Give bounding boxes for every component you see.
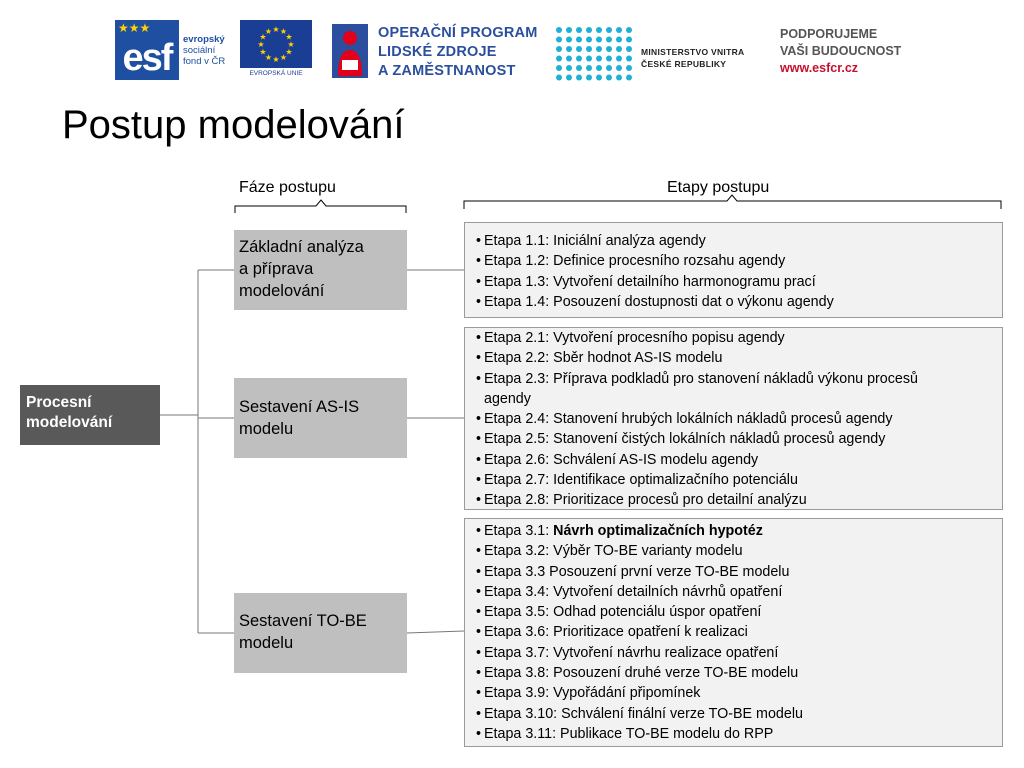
phase3-line2: modelu [239, 634, 294, 652]
phase3-line1: Sestavení TO-BE [239, 612, 367, 630]
op-line3: A ZAMĚSTNANOST [378, 63, 516, 79]
stage-item: • Etapa 3.2: Výběr TO-BE varianty modelu [476, 541, 1002, 561]
stage-item: • Etapa 1.4: Posouzení dostupnosti dat o výkonu agendy [476, 292, 1002, 312]
stage-item: • Etapa 3.11: Publikace TO-BE modelu do RPP [476, 724, 1002, 744]
phase1-line3: modelování [239, 282, 325, 300]
stage-box-2 [464, 327, 1003, 510]
stage-box-3 [464, 518, 1003, 747]
stage-item: • Etapa 2.5: Stanovení čistých lokálních nákladů procesů agendy [476, 429, 1002, 449]
stage-item: • Etapa 1.2: Definice procesního rozsahu agendy [476, 251, 1002, 271]
stage-item: • Etapa 2.4: Stanovení hrubých lokálních nákladů procesů agendy [476, 409, 1002, 429]
eu-star-icon: ★ [259, 47, 267, 57]
eu-star-icon: ★ [272, 25, 280, 34]
star-icon: ★★★ [118, 21, 151, 35]
eu-star-icon: ★ [279, 27, 288, 36]
phase-brace [235, 200, 406, 213]
stage-item: • Etapa 3.6: Prioritizace opatření k realizaci [476, 622, 1002, 642]
eu-caption: EVROPSKÁ UNIE [249, 70, 303, 77]
stage-item: • Etapa 3.10: Schválení finální verze TO-BE modelu [476, 704, 1002, 724]
eu-star-icon: ★ [259, 32, 267, 42]
phase-node-3 [234, 593, 407, 673]
phase-node-1 [234, 230, 407, 310]
stage3-connector [407, 631, 464, 633]
eu-star-icon: ★ [272, 55, 280, 64]
phase1-line1: Základní analýza [239, 238, 364, 256]
stage-item: • Etapa 3.8: Posouzení druhé verze TO-BE modelu [476, 663, 1002, 683]
eu-star-icon: ★ [285, 47, 293, 57]
root-line2: modelování [26, 414, 113, 431]
phase-header: Fáze postupu [239, 179, 336, 196]
op-line2: LIDSKÉ ZDROJE [378, 44, 497, 60]
root-line1: Procesní [26, 394, 92, 411]
stage-item: • Etapa 2.3: Příprava podkladů pro stanovení nákladů výkonu procesů agendy [476, 369, 954, 410]
stage-item: • Etapa 3.3 Posouzení první verze TO-BE modelu [476, 562, 1002, 582]
eu-star-icon: ★ [257, 40, 265, 49]
esf-line1: evropský [183, 34, 225, 45]
stage-item: • Etapa 1.3: Vytvoření detailního harmonogramu prací [476, 272, 1002, 292]
phase1-line2: a příprava [239, 260, 314, 278]
eu-star-icon: ★ [279, 53, 288, 62]
stage-item [476, 521, 1002, 541]
mv-line2: ČESKÉ REPUBLIKY [641, 59, 727, 69]
esf-logo-letters: esf [122, 37, 172, 79]
stage-item: • Etapa 2.8: Prioritizace procesů pro detailní analýzu [476, 490, 1002, 510]
eu-star-icon: ★ [264, 53, 273, 62]
support-web-link[interactable]: www.esfcr.cz [780, 61, 859, 75]
stage-item: • Etapa 3.5: Odhad potenciálu úspor opatření [476, 602, 1002, 622]
stage-item: • Etapa 2.7: Identifikace optimalizačního potenciálu [476, 470, 1002, 490]
esf-line3: fond v ČR [183, 56, 226, 67]
page-title: Postup modelování [62, 103, 405, 147]
stages-header: Etapy postupu [667, 179, 770, 196]
phase-node-2 [234, 378, 407, 458]
stage-item: • Etapa 3.4: Vytvoření detailních návrhů opatření [476, 582, 1002, 602]
mv-line1: MINISTERSTVO VNITRA [641, 47, 745, 57]
stage-item: • Etapa 2.1: Vytvoření procesního popisu agendy [476, 328, 1002, 348]
stage-box-1 [464, 222, 1003, 318]
support-line2: VAŠI BUDOUCNOST [780, 44, 902, 58]
root-node [20, 385, 160, 445]
stage-item: • Etapa 3.9: Vypořádání připomínek [476, 683, 1002, 703]
phase2-line1: Sestavení AS-IS [239, 398, 360, 416]
stage-item: • Etapa 2.6: Schválení AS-IS modelu agendy [476, 450, 1002, 470]
op-line1: OPERAČNÍ PROGRAM [378, 25, 538, 41]
phase2-line2: modelu [239, 420, 294, 438]
stages-brace [464, 195, 1001, 209]
eu-star-icon: ★ [287, 40, 295, 49]
support-line1: PODPORUJEME [780, 27, 878, 41]
eu-star-icon: ★ [285, 32, 293, 42]
stage-item: • Etapa 2.2: Sběr hodnot AS-IS modelu [476, 348, 1002, 368]
stage-item-prefix: Etapa 3.1: [484, 523, 554, 539]
stage-item: • Etapa 3.7: Vytvoření návrhu realizace opatření [476, 643, 1002, 663]
eu-star-icon: ★ [264, 27, 273, 36]
stage-item: • Etapa 1.1: Iniciální analýza agendy [476, 231, 1002, 251]
stage-item-bold: Návrh optimalizačních hypotéz [553, 523, 763, 539]
esf-line2: sociální [183, 45, 216, 56]
